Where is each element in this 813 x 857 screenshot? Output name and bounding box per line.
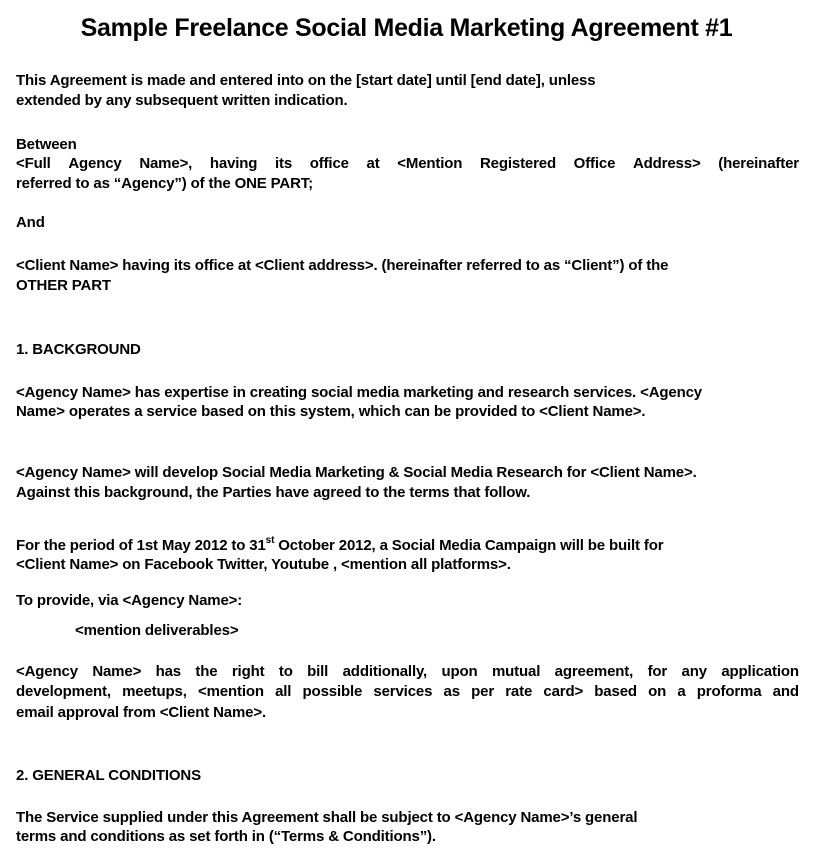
word: Registered <box>479 155 556 172</box>
word: Agency <box>68 155 122 172</box>
text: October 2012, a Social Media Campaign will be built for <box>274 537 664 554</box>
conditions-p1-line-1: The Service supplied under this Agreement shall be subject to <Agency Name>’s general <box>16 809 638 826</box>
background-p4-line-2 <box>16 683 799 700</box>
word: <Agency <box>16 663 78 680</box>
word: <mention <box>197 683 264 700</box>
background-p4-line-1 <box>16 663 799 680</box>
word: any <box>681 663 707 680</box>
section-2-heading: 2. GENERAL CONDITIONS <box>16 767 201 784</box>
word: Name>, <box>139 155 193 172</box>
word: bill <box>307 663 329 680</box>
intro-line-1: This Agreement is made and entered into on the [start date] until [end date], unless <box>16 72 596 89</box>
word: on <box>648 683 667 700</box>
word: card> <box>543 683 584 700</box>
word: at <box>366 155 380 172</box>
word: possible <box>302 683 363 700</box>
word: <Full <box>16 155 51 172</box>
party-two-line-2: OTHER PART <box>16 277 111 294</box>
word: upon <box>441 663 478 680</box>
text: For the period of 1st May 2012 to 31 <box>16 537 266 554</box>
word: as <box>443 683 460 700</box>
word: additionally, <box>342 663 428 680</box>
background-p3-line-2: <Client Name> on Facebook Twitter, Youtube , <mention all platforms>. <box>16 556 511 573</box>
provide-line: To provide, via <Agency Name>: <box>16 592 243 609</box>
word: application <box>721 663 799 680</box>
word: right <box>231 663 265 680</box>
word: development, <box>16 683 111 700</box>
word: (hereinafter <box>718 155 799 172</box>
word: the <box>195 663 218 680</box>
word: services <box>373 683 433 700</box>
background-p2-line-2: Against this background, the Parties have agreed to the terms that follow. <box>16 484 531 501</box>
word: having <box>209 155 258 172</box>
word: has <box>155 663 181 680</box>
word: its <box>275 155 293 172</box>
background-p4-line-3: email approval from <Client Name>. <box>16 704 266 721</box>
word: Address> <box>632 155 701 172</box>
and-label: And <box>16 214 45 231</box>
section-1-heading: 1. BACKGROUND <box>16 341 141 358</box>
word: all <box>275 683 292 700</box>
background-p1-line-1: <Agency Name> has expertise in creating social media marketing and research services. <Agency <box>16 384 702 401</box>
deliverables-line: <mention deliverables> <box>75 622 239 639</box>
word: agreement, <box>554 663 634 680</box>
party-one-line-2: referred to as “Agency”) of the ONE PART; <box>16 175 313 192</box>
superscript: st <box>265 535 275 546</box>
background-p2-line-1: <Agency Name> will develop Social Media Marketing & Social Media Research for <Client Name>. <box>16 464 697 481</box>
between-label: Between <box>16 136 77 153</box>
word: office <box>309 155 349 172</box>
party-one-line-1 <box>16 155 799 172</box>
word: based <box>594 683 637 700</box>
word: meetups, <box>122 683 187 700</box>
word: and <box>772 683 799 700</box>
word: Name> <box>92 663 142 680</box>
word: Office <box>573 155 616 172</box>
word: <Mention <box>397 155 463 172</box>
word: a <box>677 683 686 700</box>
background-p3-line-1 <box>16 536 663 556</box>
intro-line-2: extended by any subsequent written indication. <box>16 92 348 109</box>
party-two-line-1: <Client Name> having its office at <Client address>. (hereinafter referred to as “Client”) of the <box>16 257 669 274</box>
word: mutual <box>491 663 541 680</box>
document-title: Sample Freelance Social Media Marketing Agreement #1 <box>80 14 733 42</box>
conditions-p1-line-2: terms and conditions as set forth in (“Terms & Conditions”). <box>16 828 436 845</box>
word: per <box>471 683 495 700</box>
word: rate <box>505 683 533 700</box>
background-p1-line-2: Name> operates a service based on this system, which can be provided to <Client Name>. <box>16 403 646 420</box>
word: for <box>647 663 668 680</box>
word: proforma <box>696 683 762 700</box>
word: to <box>278 663 293 680</box>
